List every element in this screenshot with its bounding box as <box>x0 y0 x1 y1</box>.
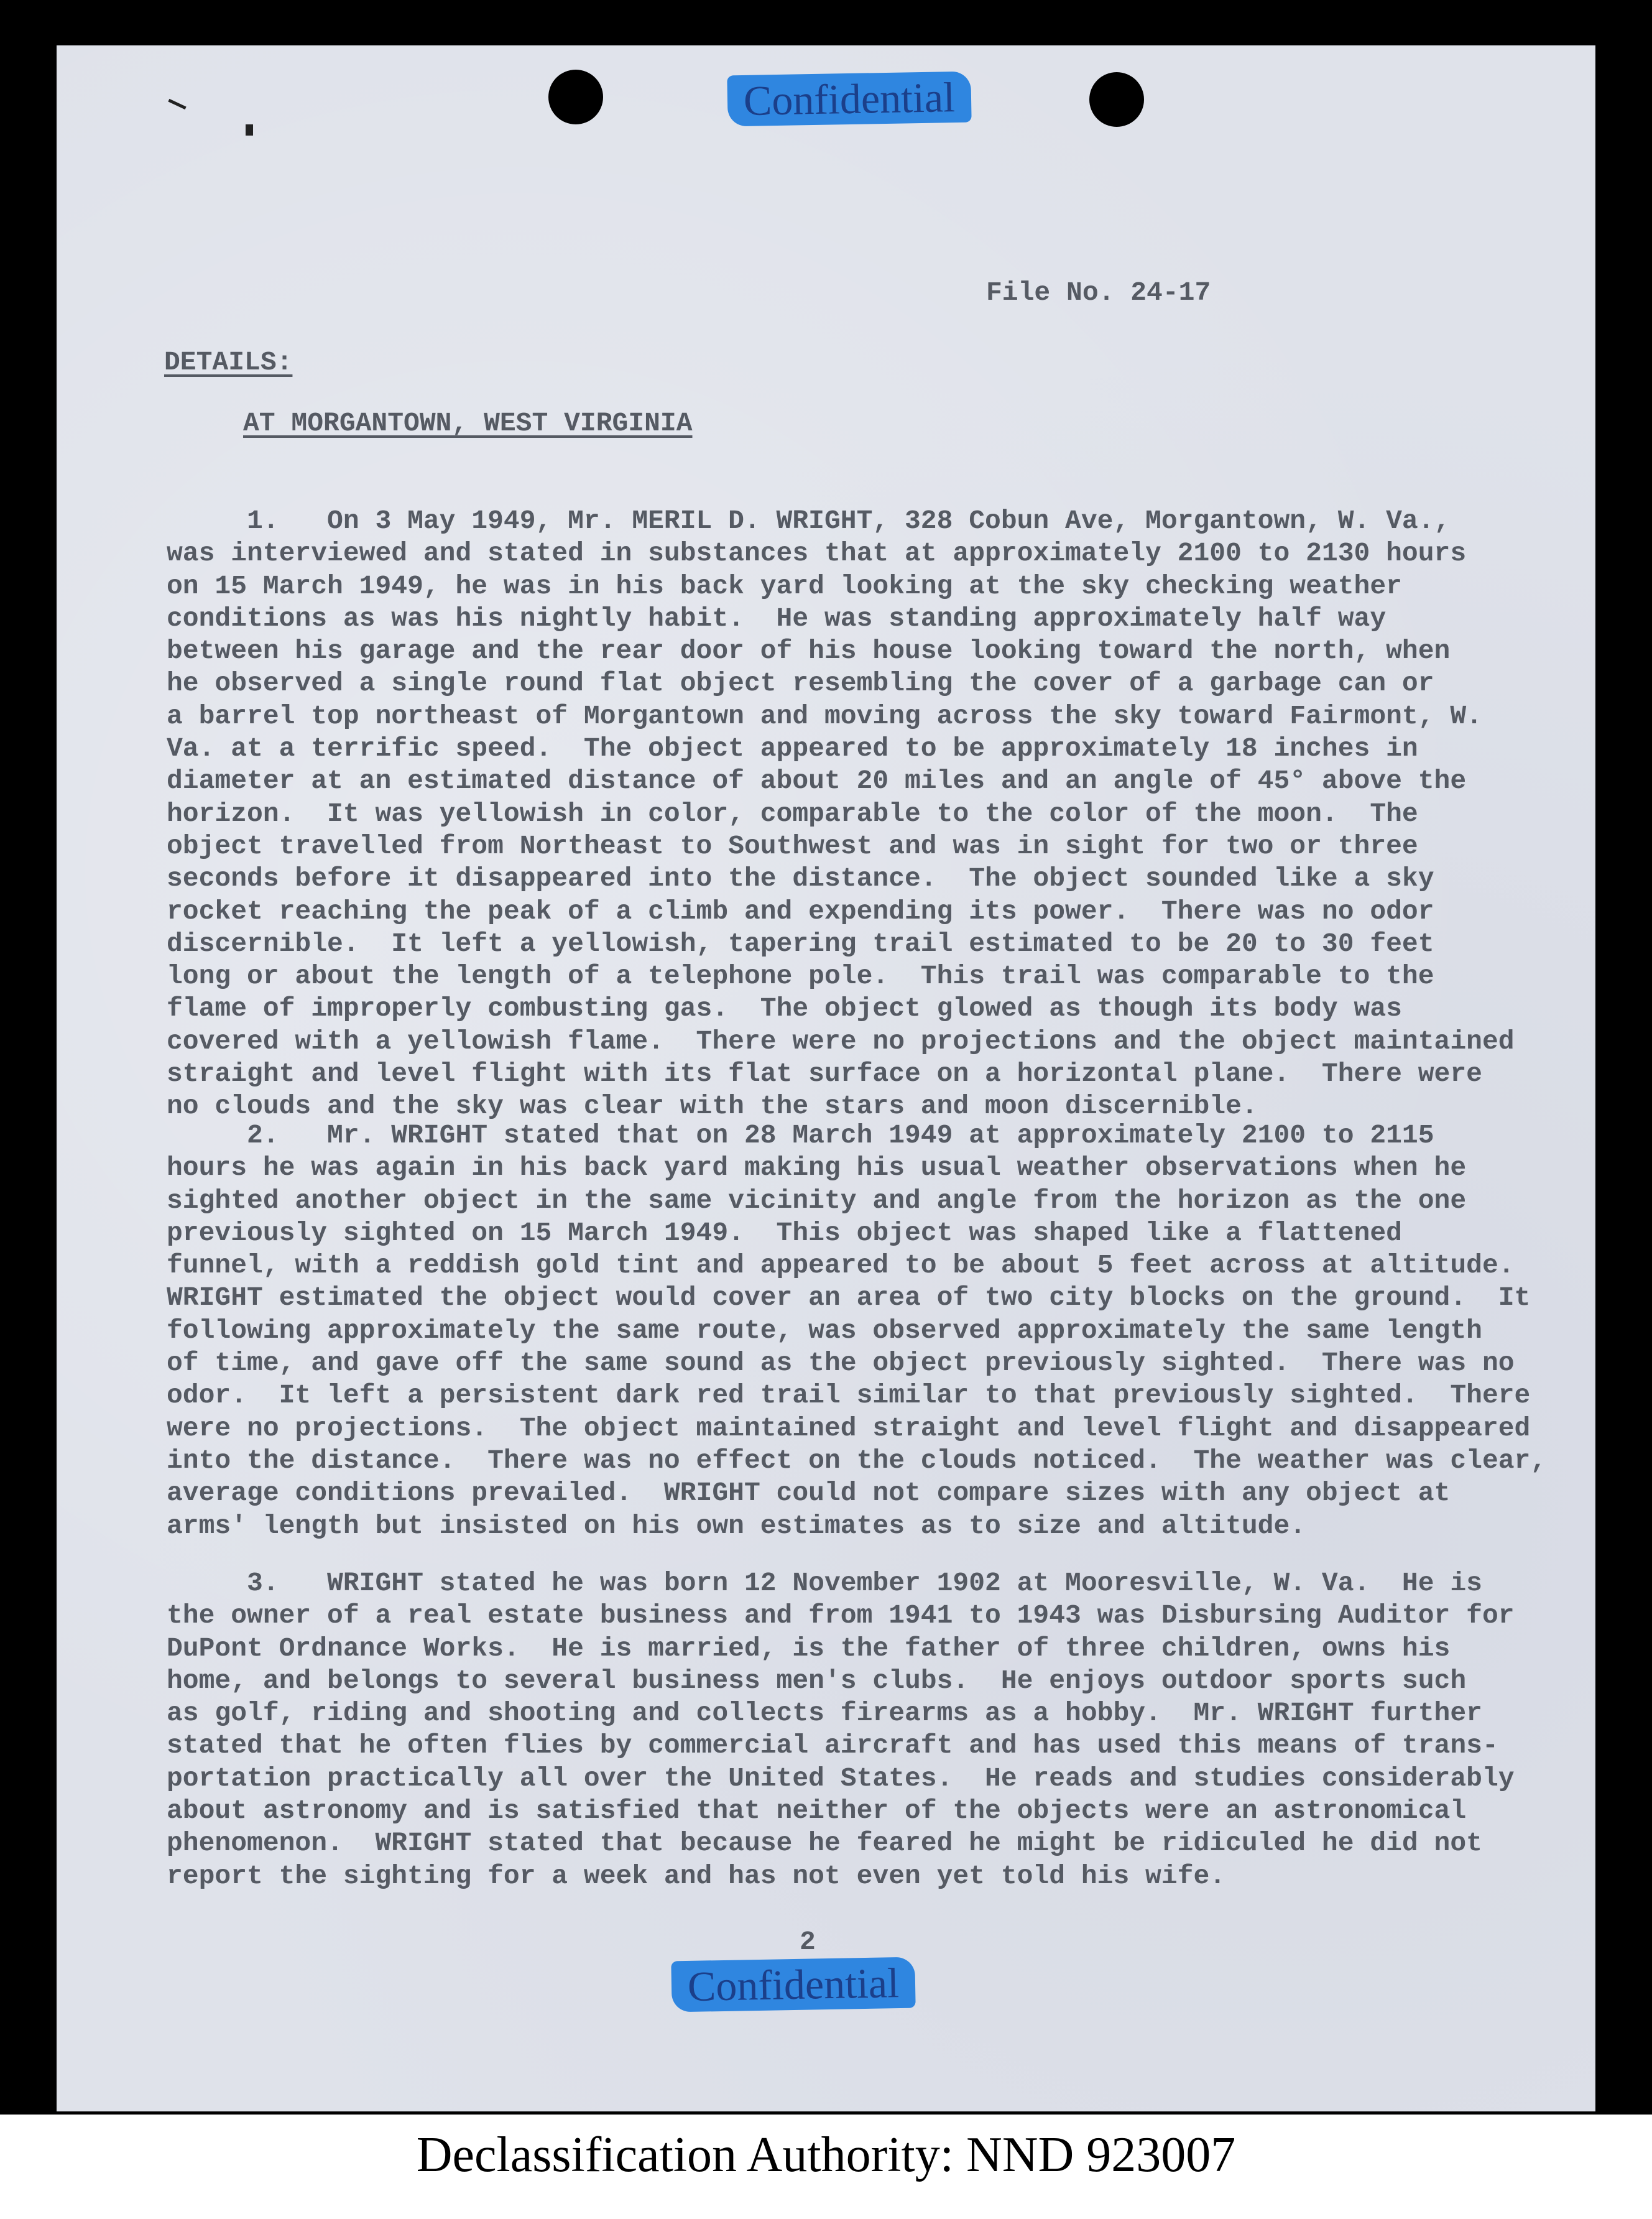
text-line: phenomenon. WRIGHT stated that because he feared he might be ridiculed he did not <box>167 1828 1482 1859</box>
text-line: Va. at a terrific speed. The object appeared to be approximately 18 inches in <box>167 733 1418 764</box>
text-line: of time, and gave off the same sound as the object previously sighted. There was no <box>167 1348 1515 1379</box>
text-line: 2. Mr. WRIGHT stated that on 28 March 1949 at approximately 2100 to 2115 <box>167 1120 1434 1151</box>
text-line: about astronomy and is satisfied that neither of the objects were an astronomical <box>167 1795 1467 1827</box>
text-line: odor. It left a persistent dark red trail similar to that previously sighted. There <box>167 1380 1531 1411</box>
text-line: WRIGHT estimated the object would cover an area of two city blocks on the ground. It <box>167 1282 1531 1313</box>
text-line: horizon. It was yellowish in color, comparable to the color of the moon. The <box>167 798 1418 829</box>
text-line: rocket reaching the peak of a climb and expending its power. There was no odor <box>167 896 1434 927</box>
text-line: 3. WRIGHT stated he was born 12 November 1902 at Mooresville, W. Va. He is <box>167 1568 1482 1598</box>
ink-mark <box>246 124 253 136</box>
text-line: no clouds and the sky was clear with the stars and moon discernible. <box>167 1091 1258 1122</box>
text-line: straight and level flight with its flat surface on a horizontal plane. There were <box>167 1059 1482 1090</box>
declassification-caption: Declassification Authority: NND 923007 <box>416 2128 1236 2182</box>
text-line: object travelled from Northeast to Southwest and was in sight for two or three <box>167 830 1418 861</box>
text-line: arms' length but insisted on his own estimates as to size and altitude. <box>167 1510 1306 1541</box>
page-number: 2 <box>800 1927 816 1957</box>
text-line: covered with a yellowish flame. There were no projections and the object maintained <box>167 1026 1515 1057</box>
text-line: 1. On 3 May 1949, Mr. MERIL D. WRIGHT, 328 Cobun Ave, Morgantown, W. Va., <box>167 506 1451 536</box>
text-line: flame of improperly combusting gas. The object glowed as though its body was <box>167 993 1402 1024</box>
punch-hole <box>1089 72 1144 127</box>
text-line: long or about the length of a telephone pole. This trail was comparable to the <box>167 961 1434 992</box>
text-line: portation practically all over the United States. He reads and studies considerably <box>167 1763 1515 1794</box>
text-line: on 15 March 1949, he was in his back yard looking at the sky checking weather <box>167 570 1402 601</box>
text-line: DuPont Ordnance Works. He is married, is the father of three children, owns his <box>167 1633 1451 1664</box>
text-line: seconds before it disappeared into the distance. The object sounded like a sky <box>167 863 1434 894</box>
text-line: discernible. It left a yellowish, tapering trail estimated to be 20 to 30 feet <box>167 928 1434 959</box>
text-line: funnel, with a reddish gold tint and appeared to be about 5 feet across at altitude. <box>167 1250 1515 1281</box>
confidential-stamp-bottom: Confidential <box>671 1957 915 2013</box>
punch-hole <box>548 70 603 124</box>
text-line: the owner of a real estate business and from 1941 to 1943 was Disbursing Auditor for <box>167 1600 1515 1631</box>
text-line: was interviewed and stated in substances that at approximately 2100 to 2130 hours <box>167 538 1467 569</box>
text-line: report the sighting for a week and has not even yet told his wife. <box>167 1860 1226 1891</box>
details-heading: DETAILS: <box>164 347 293 378</box>
text-line: diameter at an estimated distance of about 20 miles and an angle of 45° above the <box>167 766 1467 797</box>
paragraph-1 <box>167 505 1515 1123</box>
text-line: were no projections. The object maintained straight and level flight and disappeared <box>167 1412 1531 1443</box>
text-line: hours he was again in his back yard making his usual weather observations when he <box>167 1152 1467 1184</box>
text-line: a barrel top northeast of Morgantown and moving across the sky toward Fairmont, W. <box>167 700 1482 731</box>
text-line: between his garage and the rear door of his house looking toward the north, when <box>167 636 1451 667</box>
paragraph-3 <box>167 1567 1515 1892</box>
text-line: conditions as was his nightly habit. He was standing approximately half way <box>167 603 1387 634</box>
text-line: into the distance. There was no effect on the clouds noticed. The weather was clear, <box>167 1445 1547 1476</box>
text-line: home, and belongs to several business men's clubs. He enjoys outdoor sports such <box>167 1665 1467 1696</box>
text-line: previously sighted on 15 March 1949. This object was shaped like a flattened <box>167 1217 1402 1248</box>
text-line: following approximately the same route, was observed approximately the same length <box>167 1315 1482 1346</box>
confidential-stamp-top: Confidential <box>727 72 971 127</box>
paragraph-2 <box>167 1119 1546 1542</box>
text-line: stated that he often flies by commercial aircraft and has used this means of trans- <box>167 1730 1498 1761</box>
text-line: sighted another object in the same vicinity and angle from the horizon as the one <box>167 1185 1467 1216</box>
file-number: File No. 24-17 <box>986 277 1211 308</box>
text-line: he observed a single round flat object resembling the cover of a garbage can or <box>167 668 1434 699</box>
text-line: average conditions prevailed. WRIGHT could not compare sizes with any object at <box>167 1478 1451 1509</box>
text-line: as golf, riding and shooting and collects firearms as a hobby. Mr. WRIGHT further <box>167 1698 1482 1729</box>
location-heading: AT MORGANTOWN, WEST VIRGINIA <box>243 408 693 438</box>
